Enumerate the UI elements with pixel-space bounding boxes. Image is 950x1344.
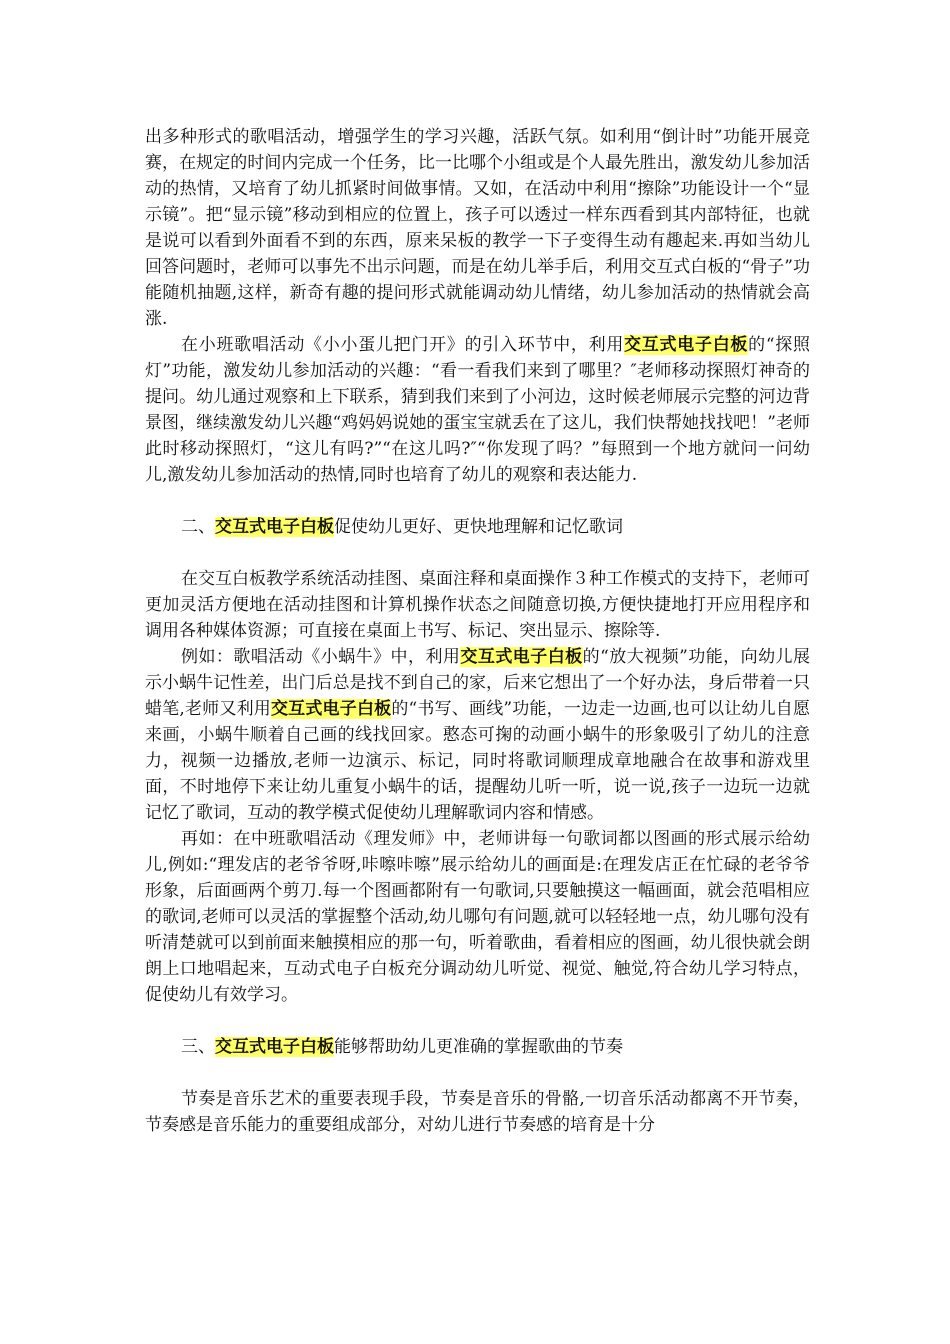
paragraph-3: 在交互白板教学系统活动挂图、桌面注释和桌面操作３种工作模式的支持下，老师可更加灵活方便地在活动挂图和计算机操作状态之间随意切换,方便快捷地打开应用程序和调用各种媒体资源；可直接在桌面上书写、标记、突出显示、擦除等. (145, 569, 810, 641)
keyword-highlight: 交互式电子白板 (460, 647, 583, 667)
paragraph-4-text-a: 例如：歌唱活动《小蜗牛》中，利用 (181, 647, 461, 667)
paragraph-4 (145, 644, 810, 826)
section-heading-2 (145, 514, 810, 540)
paragraph-2-text-a: 在小班歌唱活动《小小蛋儿把门开》的引入环节中，利用 (181, 335, 625, 355)
heading-3-prefix: 三、 (181, 1037, 215, 1057)
heading-3-suffix: 能够帮助幼儿更准确的掌握歌曲的节奏 (334, 1037, 623, 1057)
heading-2-suffix: 促使幼儿更好、更快地理解和记忆歌词 (334, 517, 623, 537)
paragraph-1: 出多种形式的歌唱活动，增强学生的学习兴趣，活跃气氛。如利用“倒计时”功能开展竞赛，在规定的时间内完成一个任务，比一比哪个小组或是个人最先胜出，激发幼儿参加活动的热情，又培育了幼儿抓紧时间做事情。又如，在活动中利用“擦除”功能设计一个“显示镜”。把“显示镜”移动到相应的位置上，孩子可以透过一样东西看到其内部特征，也就是说可以看到外面看不到的东西，原来呆板的教学一下子变得生动有趣起来.再如当幼儿回答问题时，老师可以事先不出示问题，而是在幼儿举手后，利用交互式白板的“骨子”功能随机抽题,这样，新奇有趣的提问形式就能调动幼儿情绪，幼儿参加活动的热情就会高涨. (145, 127, 810, 329)
keyword-highlight: 交互式电子白板 (215, 517, 334, 537)
paragraph-6: 节奏是音乐艺术的重要表现手段，节奏是音乐的骨骼,一切音乐活动都离不开节奏，节奏感是音乐能力的重要组成部分，对幼儿进行节奏感的培育是十分 (145, 1089, 810, 1135)
paragraph-2 (145, 332, 810, 488)
keyword-highlight: 交互式电子白板 (270, 699, 392, 719)
paragraph-2-text-b: 的“探照灯”功能，激发幼儿参加活动的兴趣：“看一看我们来到了哪里？″老师移动探照灯神奇的提问。幼儿通过观察和上下联系，猜到我们来到了小河边，这时候老师展示完整的河边背景图，继续激发幼儿兴趣“鸡妈妈说她的蛋宝宝就丢在了这儿，我们快帮她找找吧！”老师此时移动探照灯，“这儿有吗?”“在这儿吗?″“你发现了吗？”每照到一个地方就问一问幼儿,激发幼儿参加活动的热情,同时也培育了幼儿的观察和表达能力. (145, 335, 810, 485)
paragraph-4-text-c: 的“书写、画线”功能，一边走一边画,也可以让幼儿自愿来画，小蜗牛顺着自己画的线找回家。憨态可掬的动画小蜗牛的形象吸引了幼儿的注意力，视频一边播放,老师一边演示、标记，同时将歌词顺理成章地融合在故事和游戏里面，不时地停下来让幼儿重复小蜗牛的话，提醒幼儿听一听，说一说,孩子一边玩一边就记忆了歌词，互动的教学模式促使幼儿理解歌词内容和情感。 (145, 699, 811, 823)
document-body (145, 124, 810, 1138)
section-heading-3 (145, 1034, 810, 1060)
keyword-highlight: 交互式电子白板 (624, 335, 749, 355)
keyword-highlight: 交互式电子白板 (215, 1037, 334, 1057)
paragraph-4-text-b: 的“放大视频”功能，向幼儿展示小蜗牛记性差，出门后总是找不到自己的家，后来它想出了一个好办法，身后带着一只蜡笔,老师又利用 (145, 647, 811, 719)
paragraph-5: 再如：在中班歌唱活动《理发师》中，老师讲每一句歌词都以图画的形式展示给幼儿,例如:“理发店的老爷爷呀,咔嚓咔嚓”展示给幼儿的画面是:在理发店正在忙碌的老爷爷形象，后面画两个剪刀.每一个图画都附有一句歌词,只要触摸这一幅画面，就会范唱相应的歌词,老师可以灵活的掌握整个活动,幼儿哪句有问题,就可以轻轻地一点，幼儿哪句没有听清楚就可以到前面来触摸相应的那一句，听着歌曲，看着相应的图画，幼儿很快就会朗朗上口地唱起来，互动式电子白板充分调动幼儿听觉、视觉、触觉,符合幼儿学习特点，促使幼儿有效学习。 (145, 829, 810, 1005)
heading-2-prefix: 二、 (181, 517, 215, 537)
